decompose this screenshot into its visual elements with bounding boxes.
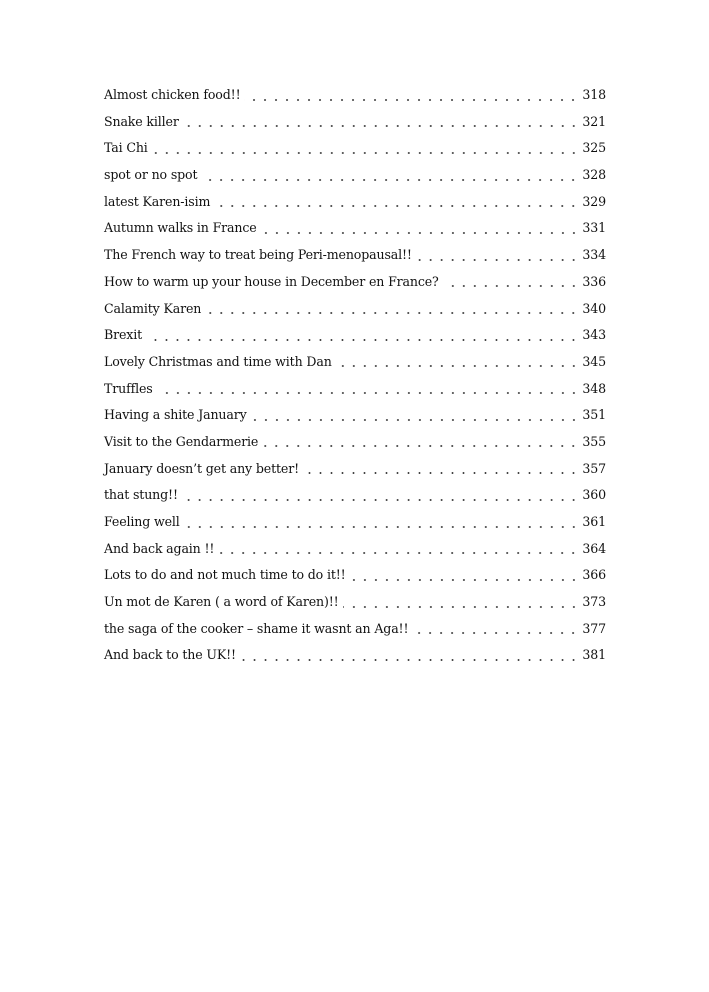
dot-leader — [251, 405, 579, 432]
dot-leader — [336, 352, 579, 379]
toc-entry-page: 328 — [582, 167, 606, 183]
toc-entry[interactable] — [104, 272, 606, 299]
toc-entry-title: January doesn’t get any better! — [104, 460, 299, 476]
dot-leader — [183, 112, 579, 139]
toc-entry-title: Un mot de Karen ( a word of Karen)!! — [104, 594, 339, 610]
toc-entry-page: 318 — [582, 87, 606, 102]
dot-leader — [157, 379, 579, 406]
toc-entry-page: 361 — [582, 514, 606, 529]
toc-entry[interactable] — [104, 645, 606, 672]
dot-leader — [343, 592, 579, 619]
toc-entry[interactable] — [104, 245, 606, 272]
toc-entry[interactable] — [104, 539, 606, 566]
toc-entry[interactable] — [104, 405, 606, 432]
toc-entry-page: 343 — [582, 327, 606, 343]
toc-entry-title: The French way to treat being Peri-menopausal!! — [104, 247, 412, 263]
toc-entry-page: 345 — [582, 353, 606, 369]
dot-leader — [350, 565, 579, 592]
toc-entry-title: Lots to do and not much time to do it!! — [104, 567, 346, 583]
toc-entry-title: Snake killer — [104, 113, 179, 129]
toc-entry-title: Visit to the Gendarmerie — [104, 433, 259, 449]
dot-leader — [182, 485, 579, 512]
toc-entry-page: 329 — [582, 193, 606, 209]
toc-entry-page: 325 — [582, 140, 606, 156]
dot-leader — [240, 645, 579, 672]
toc-entry-page: 334 — [582, 247, 606, 263]
toc-entry-title: spot or no spot — [104, 167, 198, 183]
toc-entry[interactable] — [104, 165, 606, 192]
toc-entry-page: 336 — [582, 273, 606, 289]
toc-entry-page: 373 — [582, 594, 606, 610]
toc-entry[interactable] — [104, 565, 606, 592]
toc-entry-page: 357 — [582, 460, 606, 476]
toc-entry-page: 366 — [582, 567, 606, 583]
toc-entry-title: How to warm up your house in December en France? — [104, 273, 439, 289]
toc-entry-page: 355 — [582, 433, 606, 449]
dot-leader — [261, 218, 579, 245]
dot-leader — [244, 85, 579, 112]
toc-entry[interactable] — [104, 459, 606, 486]
dot-leader — [201, 165, 579, 192]
toc-entry[interactable] — [104, 592, 606, 619]
toc-entry-title: Calamity Karen — [104, 300, 202, 316]
toc-entry-page: 331 — [582, 220, 606, 236]
toc-entry-title: the saga of the cooker – shame it wasnt an Aga!! — [104, 620, 409, 636]
dot-leader — [303, 459, 579, 486]
toc-entry[interactable] — [104, 112, 606, 139]
toc-entry-title: Lovely Christmas and time with Dan — [104, 353, 332, 369]
toc-entry-page: 381 — [582, 647, 606, 663]
toc-entry-title: latest Karen-isim — [104, 193, 211, 209]
toc-entry[interactable] — [104, 138, 606, 165]
toc-entry-page: 321 — [582, 113, 606, 129]
toc-entry-page: 364 — [582, 540, 606, 556]
toc-entry[interactable] — [104, 192, 606, 219]
toc-entry-title: Feeling well — [104, 514, 180, 529]
toc-entry-title: that stung!! — [104, 487, 178, 503]
toc-entry-page: 348 — [582, 380, 606, 396]
toc-entry[interactable] — [104, 218, 606, 245]
dot-leader — [218, 539, 579, 566]
toc-entry-page: 351 — [582, 407, 606, 423]
toc-entry-page: 360 — [582, 487, 606, 503]
toc-entry-title: Tai Chi — [104, 140, 148, 156]
toc-entry-title: Autumn walks in France — [104, 220, 257, 236]
dot-leader — [262, 432, 579, 459]
toc-entry-title: And back again !! — [104, 540, 215, 556]
dot-leader — [205, 299, 579, 326]
toc-entry-title: And back to the UK!! — [104, 647, 236, 663]
dot-leader — [412, 619, 579, 646]
toc-entry[interactable] — [104, 485, 606, 512]
toc-entry[interactable] — [104, 85, 606, 112]
toc-entry-page: 340 — [582, 300, 606, 316]
toc-entry[interactable] — [104, 299, 606, 326]
dot-leader — [416, 245, 579, 272]
dot-leader — [443, 272, 579, 299]
toc-entry-title: Having a shite January — [104, 407, 247, 423]
toc-entry[interactable] — [104, 325, 606, 352]
dot-leader — [152, 138, 579, 165]
toc-entry[interactable] — [104, 379, 606, 406]
toc-entry-title: Brexit — [104, 327, 143, 343]
toc-entry-title: Truffles — [104, 380, 153, 396]
toc-entry[interactable] — [104, 619, 606, 646]
toc-entry-title: Almost chicken food!! — [104, 87, 241, 102]
toc-entry[interactable] — [104, 352, 606, 379]
dot-leader — [146, 325, 579, 352]
toc-entry-page: 377 — [582, 620, 606, 636]
dot-leader — [214, 192, 579, 219]
table-of-contents — [104, 85, 606, 672]
toc-entry[interactable] — [104, 512, 606, 539]
toc-entry[interactable] — [104, 432, 606, 459]
dot-leader — [184, 512, 579, 539]
